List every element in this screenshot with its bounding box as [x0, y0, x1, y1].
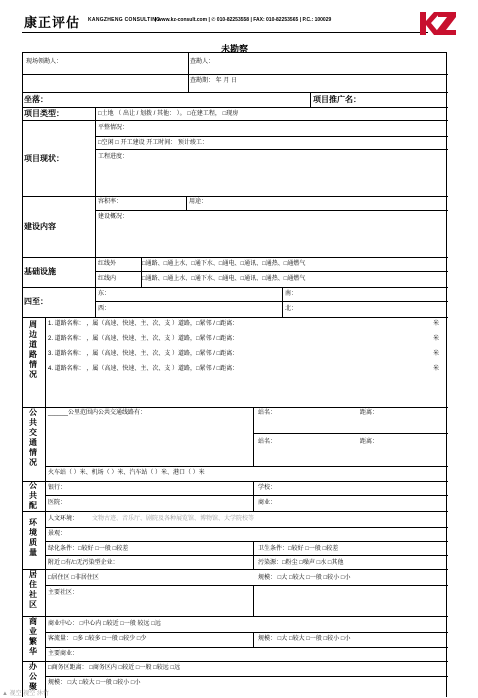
road-row[interactable]: 1. 道路名称： ，属（高速、快速、主、次、支 ）道路，□紧邻 / □距离：: [48, 321, 239, 327]
row-divider: [23, 317, 448, 318]
transit-routes-field[interactable]: ______公里范围内公共交通线路有：: [48, 410, 147, 416]
row-divider: [253, 433, 448, 434]
company-contact: | www.kz-consult.com | ✆ 010-82253558 | FAX: 010-82253565 | P.C.: 100029: [155, 17, 332, 23]
office-label: 办公聚: [29, 662, 37, 691]
humanities-hint: 文物古迹、音乐厅、剧院及各种展览馆、博物馆、大学院校等: [92, 516, 255, 522]
col-divider: [253, 632, 254, 647]
row-divider: [23, 92, 448, 93]
row-divider: [23, 196, 448, 197]
road-row[interactable]: 4. 道路名称： ，属（高速、快速、主、次、支 ）道路，□紧邻 / □距离：: [48, 366, 239, 372]
roads-label: 周边道路情况: [29, 320, 37, 379]
transit-label: 公共交通情况: [29, 408, 37, 467]
hospital-field[interactable]: 医院：: [48, 500, 67, 506]
business-scale-options[interactable]: 规模： □大 □较大 □一般 □较小 □小: [258, 636, 351, 642]
row-divider: [45, 527, 448, 528]
document-title: 未勘察: [220, 44, 248, 54]
humanities-field[interactable]: 人文环境：: [48, 516, 79, 522]
community-scale-options[interactable]: 规模： □大 □较大 □一般 □较小 □小: [258, 575, 351, 581]
infra-outer-label: 红线外: [98, 261, 117, 267]
row-divider: [23, 661, 448, 662]
col-divider: [282, 287, 283, 317]
col-divider: [95, 107, 96, 317]
sanitation-options[interactable]: 卫生条件：□较好 □一般 □较差: [258, 546, 339, 552]
landscape-field[interactable]: 景观：: [48, 531, 67, 537]
road-unit: 米: [433, 351, 440, 357]
row-divider: [23, 120, 448, 121]
row-divider: [23, 407, 448, 408]
distance-field[interactable]: 距离：: [360, 439, 379, 445]
row-divider: [23, 74, 448, 75]
road-unit: 米: [433, 336, 440, 342]
row-divider: [95, 136, 448, 137]
row-divider: [95, 271, 448, 272]
project-name-field[interactable]: 项目推广名：: [313, 95, 361, 104]
row-divider: [23, 257, 448, 258]
plot-ratio-field[interactable]: 容积率：: [98, 199, 123, 205]
public-facilities-label: 公共配: [29, 481, 37, 510]
col-divider: [310, 92, 311, 107]
boundary-label: 四至：: [24, 297, 48, 306]
status-progress-field[interactable]: 工程进度：: [98, 154, 129, 160]
col-divider: [188, 53, 189, 92]
letterhead: [22, 10, 447, 34]
col-divider: [253, 585, 254, 616]
environment-label: 环境质量: [29, 518, 37, 557]
col-divider: [186, 196, 187, 210]
main-business-field[interactable]: 主要商业：: [48, 651, 79, 657]
road-unit: 米: [433, 366, 440, 372]
row-divider: [45, 555, 448, 556]
survey-form: [22, 52, 447, 697]
north-field[interactable]: 北：: [285, 306, 298, 312]
location-field[interactable]: 坐落：: [24, 95, 48, 104]
row-divider: [45, 466, 448, 467]
south-field[interactable]: 南：: [285, 291, 298, 297]
col-divider: [253, 407, 254, 466]
office-distance-options[interactable]: □商务区距离： □商务区内 □较近 □一般 □较远 □远: [48, 665, 181, 671]
project-status-label: 项目现状：: [24, 154, 64, 163]
row-divider: [23, 481, 448, 482]
company-name-en: KANGZHENG CONSULTING: [88, 17, 161, 23]
header-rule: [22, 32, 428, 33]
row-divider: [23, 569, 448, 570]
distance-field[interactable]: 距离：: [360, 410, 379, 416]
status-construction-options[interactable]: □空闲 □ 开工建设 开工时间： 预计竣工：: [98, 140, 208, 146]
customer-flow-options[interactable]: 客流量： □多 □较多 □一般 □较少 □少: [48, 636, 147, 642]
infrastructure-label: 基础设施: [24, 267, 56, 276]
row-divider: [95, 210, 448, 211]
commerce-field[interactable]: 商业：: [258, 500, 277, 506]
survey-lead-field[interactable]: 现场领勘人：: [26, 59, 63, 65]
row-divider: [45, 676, 448, 677]
residential-label: 居住社区: [29, 570, 37, 609]
row-divider: [45, 585, 448, 586]
office-scale-options[interactable]: 规模： □大 □较大 □一般 □较小 □小: [48, 680, 141, 686]
row-divider: [23, 107, 448, 108]
infra-inner-label: 红线内: [98, 276, 117, 282]
col-divider: [45, 317, 46, 698]
transport-hubs-field[interactable]: 火车站（ ）米、机场（ ）米、汽车站（ ）米、港口（ ）米: [48, 470, 205, 476]
infra-inner-options[interactable]: □通路、□通上水、□通下水、□通电、□通讯、□通热、□通燃气: [142, 276, 306, 282]
business-center-options[interactable]: 商业中心： □中心内 □较近 □一般 较远 □远: [48, 621, 161, 627]
greening-options[interactable]: 绿化条件：□较好 □一般 □较差: [48, 546, 129, 552]
construction-label: 建设内容: [24, 222, 56, 231]
project-type-options[interactable]: □土地 （ 出让 / 划拨 / 其他： ）。 □在建工程， □现房: [98, 111, 239, 117]
west-field[interactable]: 西：: [98, 306, 111, 312]
company-name-cn: 康正评估: [24, 15, 81, 30]
row-divider: [23, 287, 448, 288]
row-divider: [45, 647, 448, 648]
col-divider: [253, 481, 254, 511]
station-field[interactable]: 站名：: [258, 410, 277, 416]
bank-field[interactable]: 银行：: [48, 485, 67, 491]
main-community-field[interactable]: 主要社区：: [48, 590, 79, 596]
station-field[interactable]: 站名：: [258, 439, 277, 445]
row-divider: [45, 541, 448, 542]
road-unit: 米: [433, 321, 440, 327]
pollution-source-options[interactable]: 污染源：□粉尘 □噪声 □水 □其他: [258, 560, 344, 566]
road-row[interactable]: 3. 道路名称： ，属（高速、快速、主、次、支 ）道路，□紧邻 / □距离：: [48, 351, 239, 357]
school-field[interactable]: 学校：: [258, 485, 277, 491]
footer-partial-text: ▲ 视空 视空 沐竹: [2, 691, 49, 697]
residential-options[interactable]: □居住区 □非居住区: [48, 575, 99, 581]
row-divider: [95, 301, 448, 302]
infra-outer-options[interactable]: □通路、□通上水、□通下水、□通电、□通讯、□通热、□通燃气: [142, 261, 306, 267]
road-row[interactable]: 2. 道路名称： ，属（高速、快速、主、次、支 ）道路，□紧邻 / □距离：: [48, 336, 239, 342]
business-label: 商业繁华: [29, 617, 37, 656]
pollution-enterprise-options[interactable]: 附近 □有/□无污染型企业：: [48, 560, 119, 566]
row-divider: [23, 511, 448, 512]
row-divider: [45, 495, 448, 496]
surveyor-field[interactable]: 查勘人：: [190, 59, 215, 65]
survey-date-field[interactable]: 查勘期： 年 月 日: [190, 78, 238, 84]
row-divider: [45, 632, 448, 633]
project-type-label: 项目类型：: [24, 109, 64, 118]
status-flatness-field[interactable]: 平整情况：: [98, 125, 129, 131]
kz-logo-icon: [418, 8, 458, 38]
construction-overview-field[interactable]: 建设概况：: [98, 214, 129, 220]
east-field[interactable]: 东：: [98, 291, 111, 297]
col-divider: [253, 541, 254, 569]
usage-field[interactable]: 用途：: [189, 199, 208, 205]
row-divider: [95, 149, 448, 150]
row-divider: [23, 616, 448, 617]
